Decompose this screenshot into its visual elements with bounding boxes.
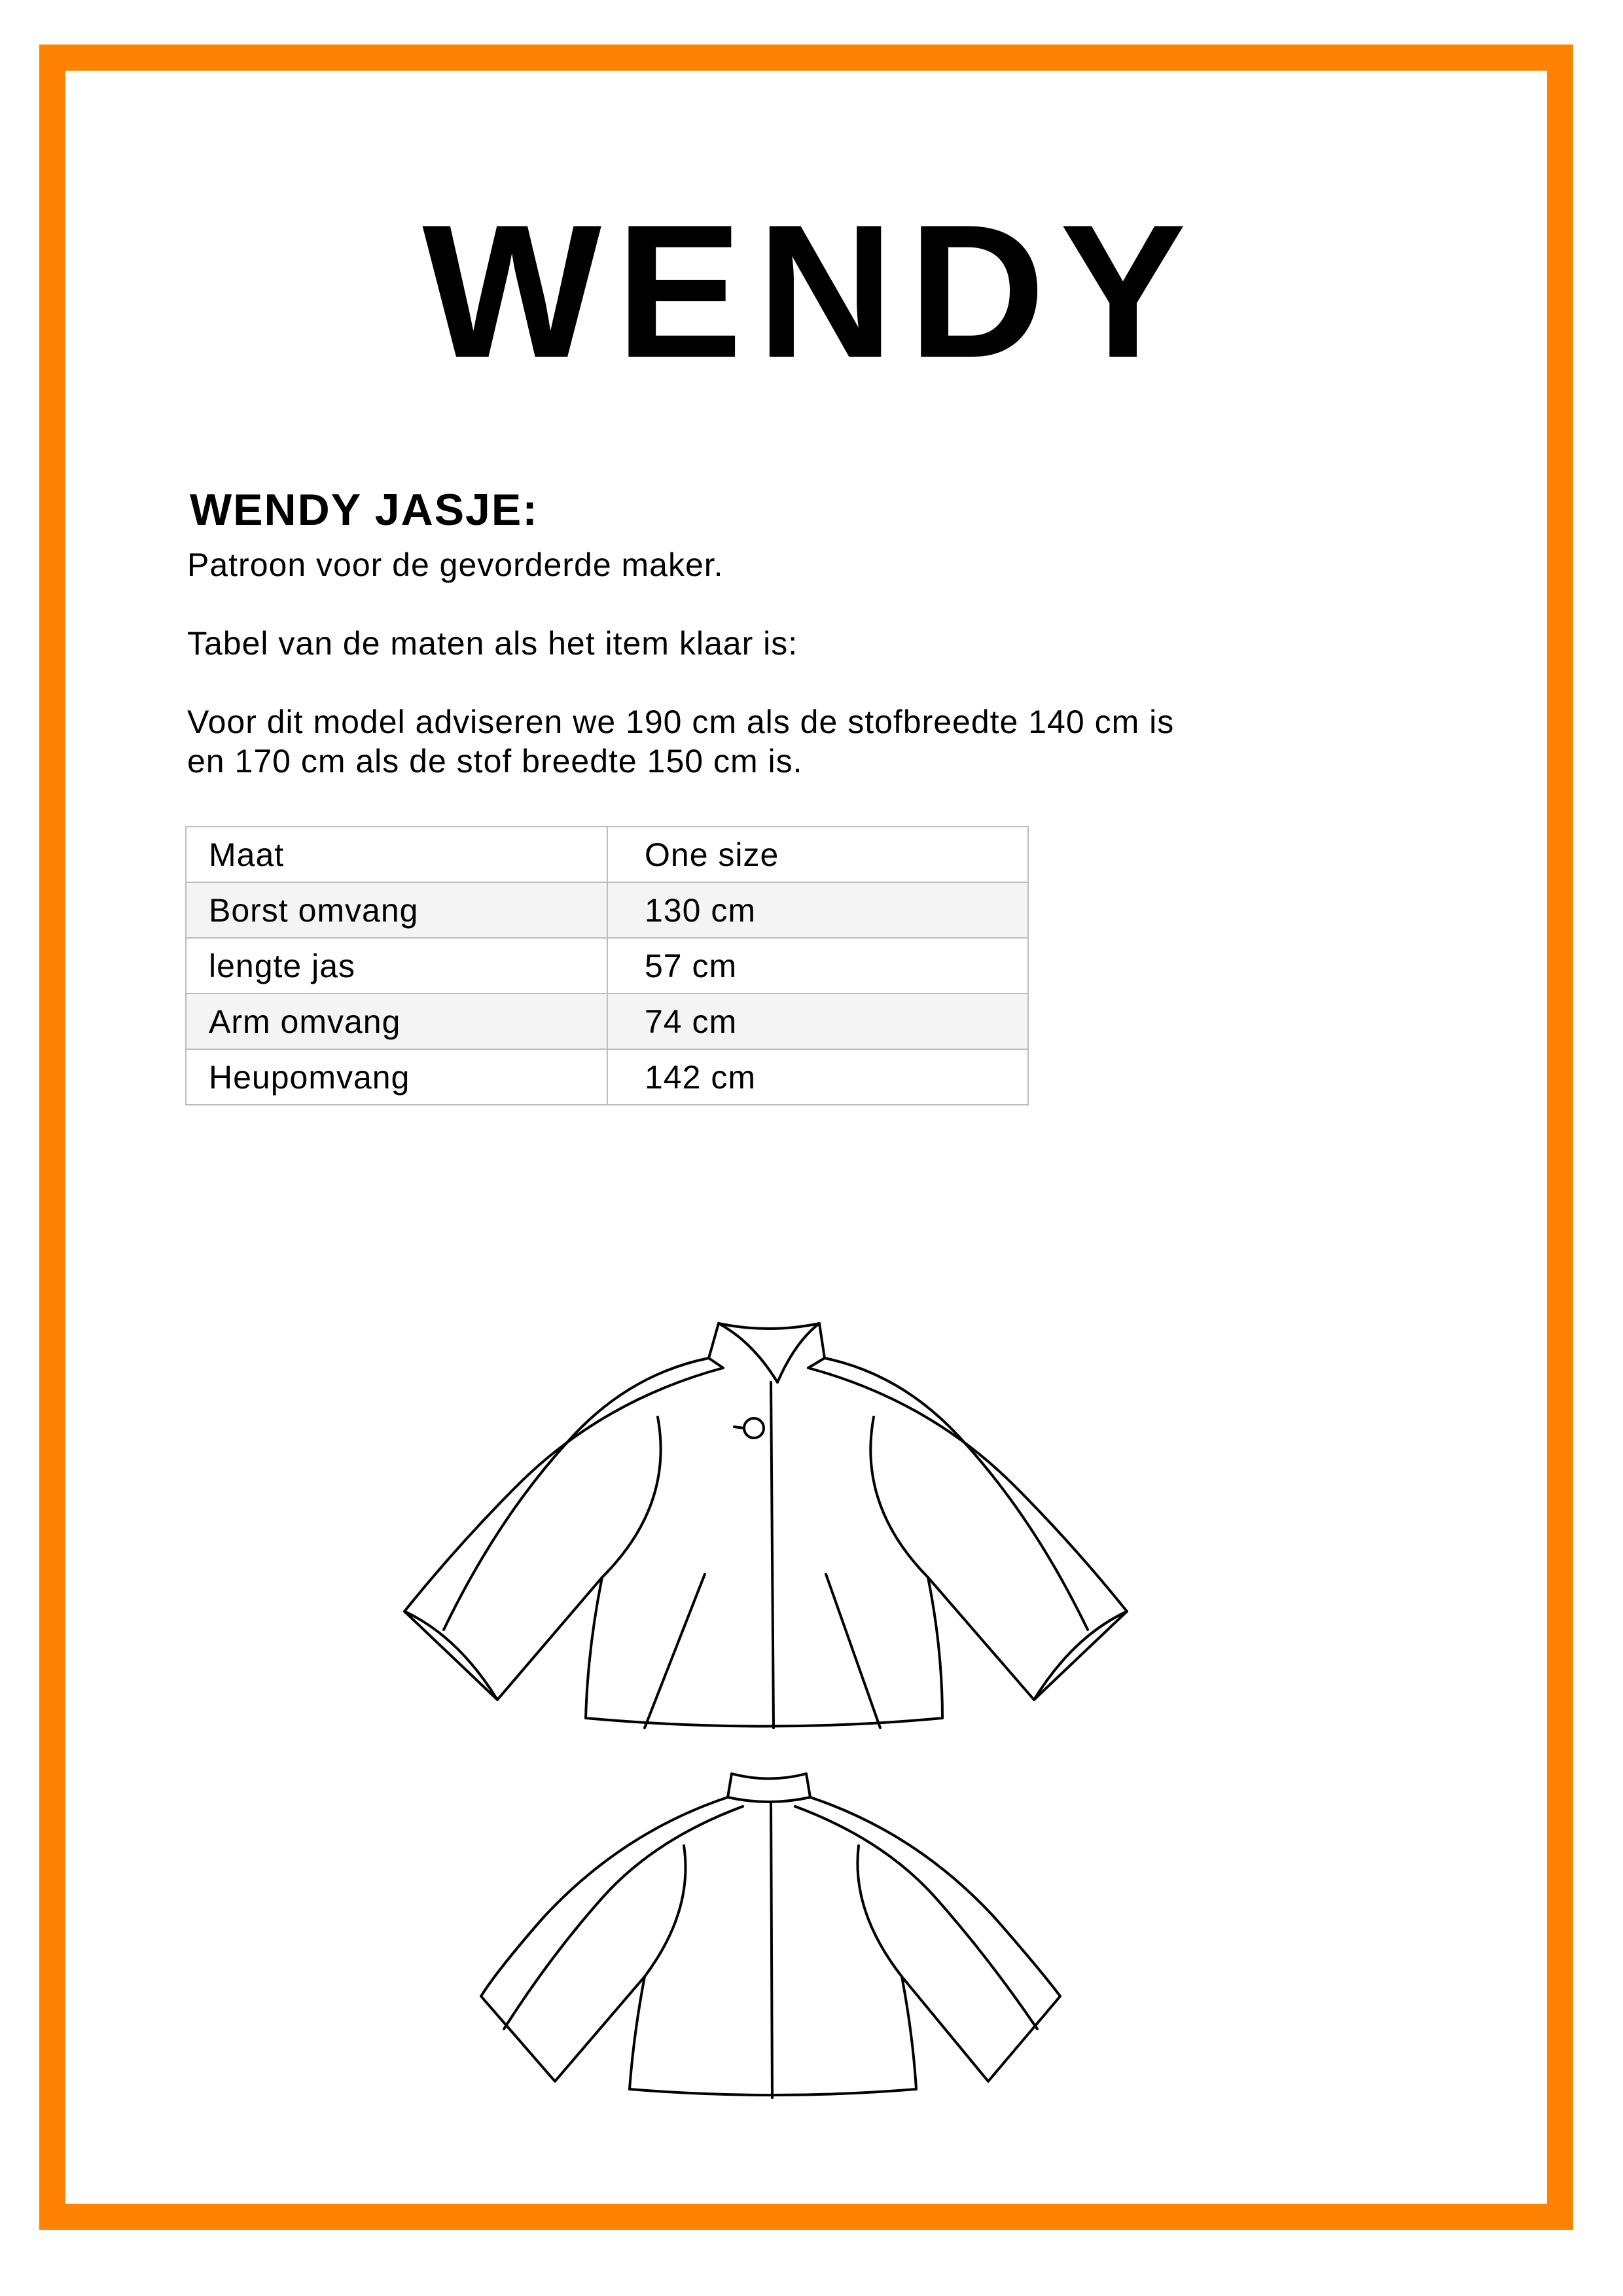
- table-intro-text: Tabel van de maten als het item klaar is:: [187, 625, 798, 662]
- row-value: 142 cm: [607, 1049, 1028, 1105]
- jacket-front-sketch: [404, 1323, 1127, 1728]
- row-label: Heupomvang: [186, 1049, 607, 1105]
- row-value: 57 cm: [607, 938, 1028, 994]
- row-label: Arm omvang: [186, 994, 607, 1049]
- fabric-advice-line-2: en 170 cm als de stof breedte 150 cm is.: [187, 743, 803, 780]
- row-label: Borst omvang: [186, 882, 607, 938]
- row-value: 130 cm: [607, 882, 1028, 938]
- row-value: 74 cm: [607, 994, 1028, 1049]
- page-title: WENDY: [422, 185, 1201, 397]
- jacket-back-sketch: [481, 1774, 1060, 2098]
- row-label: lengte jas: [186, 938, 607, 994]
- row-value: One size: [607, 827, 1028, 882]
- row-label: Maat: [186, 827, 607, 882]
- section-heading: WENDY JASJE:: [190, 485, 539, 535]
- fabric-advice-line-1: Voor dit model adviseren we 190 cm als de stofbreedte 140 cm is: [187, 704, 1175, 740]
- intro-text: Patroon voor de gevorderde maker.: [187, 547, 724, 583]
